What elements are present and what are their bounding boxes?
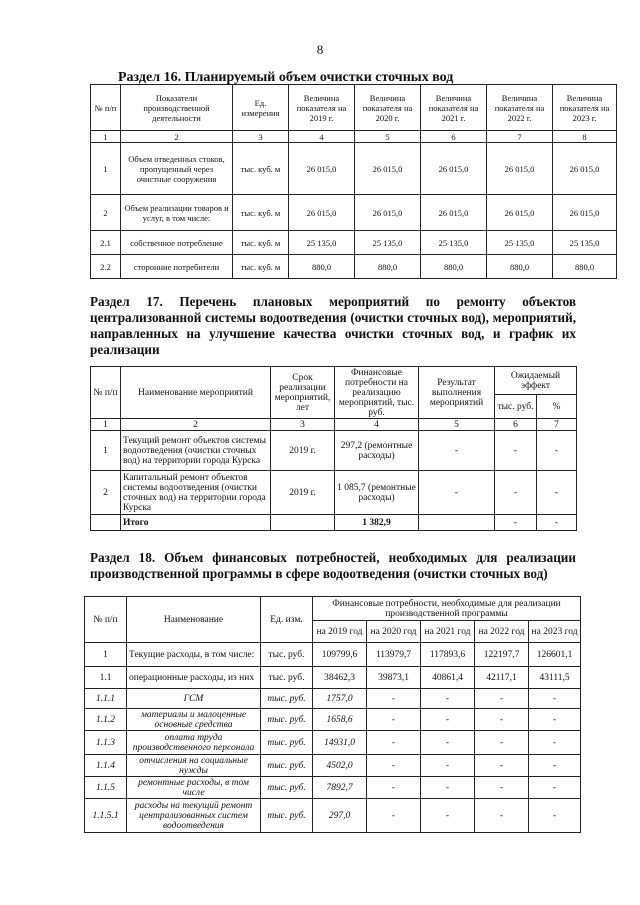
table-cell: тыс. руб. — [261, 731, 313, 755]
table-cell: 25 135,0 — [355, 231, 421, 255]
table-cell: тыс. руб. — [261, 709, 313, 731]
table-cell: 1.1.2 — [85, 709, 127, 731]
table-row — [85, 689, 581, 709]
table-cell: ГСМ — [127, 689, 261, 709]
table-cell: - — [537, 515, 577, 531]
col-number: 7 — [537, 419, 577, 431]
s16-header-cell: Величина показателя на 2019 г. — [289, 85, 355, 131]
s16-header-cell: Величина показателя на 2023 г. — [553, 85, 617, 131]
s18-header-cell: Ед. изм. — [261, 597, 313, 643]
table-cell: 4502,0 — [313, 755, 367, 777]
table-cell: 1658,6 — [313, 709, 367, 731]
col-number: 5 — [355, 131, 421, 143]
table-cell: 880,0 — [355, 255, 421, 279]
table-row — [91, 255, 617, 279]
table-cell: 1.1.1 — [85, 689, 127, 709]
table-row — [85, 777, 581, 799]
table-cell: Объем реализации товаров и услуг, в том числе: — [121, 195, 233, 231]
section17-header-row — [91, 367, 577, 395]
table-cell: тыс. руб. — [261, 755, 313, 777]
table-cell: 25 135,0 — [487, 231, 553, 255]
table-cell: 880,0 — [487, 255, 553, 279]
s17-header-cell: Срок реализации мероприятий, лет — [271, 367, 335, 419]
s18-header-cell: № п/п — [85, 597, 127, 643]
col-number: 2 — [121, 419, 271, 431]
table-cell: отчисления на социальные нужды — [127, 755, 261, 777]
table-cell: 14931,0 — [313, 731, 367, 755]
s17-header-cell: Наименование мероприятий — [121, 367, 271, 419]
table-cell: тыс. руб. — [261, 777, 313, 799]
table-row — [85, 731, 581, 755]
col-number: 8 — [553, 131, 617, 143]
table-cell: 880,0 — [289, 255, 355, 279]
table-cell: тыс. руб. — [261, 799, 313, 833]
table-cell: 26 015,0 — [421, 195, 487, 231]
table-cell — [419, 515, 495, 531]
table-cell: 2019 г. — [271, 471, 335, 515]
table-cell: - — [421, 709, 475, 731]
table-cell: - — [529, 777, 581, 799]
table-cell: - — [421, 731, 475, 755]
table-cell: - — [475, 689, 529, 709]
table-cell: 26 015,0 — [421, 143, 487, 195]
table-cell: 2019 г. — [271, 431, 335, 471]
table-row — [91, 231, 617, 255]
table-cell: 1 — [85, 643, 127, 667]
table-cell: 26 015,0 — [553, 195, 617, 231]
s16-header-cell: № п/п — [91, 85, 121, 131]
table-cell: 40861,4 — [421, 667, 475, 689]
table-cell: тыс. куб. м — [233, 255, 289, 279]
table-cell — [91, 515, 121, 531]
col-number: 3 — [271, 419, 335, 431]
table-cell: расходы на текущий ремонт централизованных систем водоотведения — [127, 799, 261, 833]
table-cell: 42117,1 — [475, 667, 529, 689]
total-value: 1 382,9 — [335, 515, 419, 531]
table-cell: - — [537, 471, 577, 515]
table-cell: - — [529, 731, 581, 755]
table-cell: тыс. руб. — [261, 667, 313, 689]
col-number: 4 — [335, 419, 419, 431]
col-number: 7 — [487, 131, 553, 143]
table-row — [85, 643, 581, 667]
table-row — [91, 431, 577, 471]
section16-title: Раздел 16. Планируемый объем очистки сточных вод — [118, 70, 454, 85]
table-cell: - — [367, 709, 421, 731]
table-cell: 1.1 — [85, 667, 127, 689]
section18-header-row — [85, 597, 581, 621]
s16-header-cell: Ед. измерения — [233, 85, 289, 131]
section16-colnum-row — [91, 131, 617, 143]
table-cell: операционные расходы, из них — [127, 667, 261, 689]
table-cell: Капитальный ремонт объектов системы водоотведения (очистки сточных вод) на территории города Курска — [121, 471, 271, 515]
year-header: на 2021 год — [421, 621, 475, 643]
table-cell: - — [421, 777, 475, 799]
table-cell: 39873,1 — [367, 667, 421, 689]
table-cell: - — [475, 731, 529, 755]
table-cell: 122197,7 — [475, 643, 529, 667]
col-number: 5 — [419, 419, 495, 431]
table-total-row — [91, 515, 577, 531]
table-cell: 26 015,0 — [355, 143, 421, 195]
table-cell: 25 135,0 — [421, 231, 487, 255]
table-cell: 113979,7 — [367, 643, 421, 667]
table-cell: 26 015,0 — [355, 195, 421, 231]
table-cell: оплата труда производственного персонала — [127, 731, 261, 755]
table-cell: Объем отведенных стоков, пропущенный через очистные сооружения — [121, 143, 233, 195]
s17-header-cell: тыс. руб. — [495, 395, 537, 419]
table-cell: - — [529, 709, 581, 731]
table-cell: Текущие расходы, в том числе: — [127, 643, 261, 667]
table-cell: тыс. куб. м — [233, 195, 289, 231]
table-cell: 880,0 — [421, 255, 487, 279]
table-cell: 297,0 — [313, 799, 367, 833]
table-cell: тыс. руб. — [261, 643, 313, 667]
table-cell: ремонтные расходы, в том числе — [127, 777, 261, 799]
table-cell: сторонние потребители — [121, 255, 233, 279]
s18-header-cell: Наименование — [127, 597, 261, 643]
table-cell: 25 135,0 — [289, 231, 355, 255]
table-cell: 26 015,0 — [553, 143, 617, 195]
section17-colnum-row — [91, 419, 577, 431]
s17-header-cell: Ожидаемый эффект — [495, 367, 577, 395]
table-cell: 1 — [91, 431, 121, 471]
total-label: Итого — [121, 515, 271, 531]
table-cell: 26 015,0 — [487, 143, 553, 195]
table-cell: 1.1.3 — [85, 731, 127, 755]
table-cell: - — [421, 689, 475, 709]
table-row — [91, 471, 577, 515]
s18-header-cell: Финансовые потребности, необходимые для реализации производственной программы — [313, 597, 581, 621]
section16-header-row — [91, 85, 617, 131]
table-cell: 297,2 (ремонтные расходы) — [335, 431, 419, 471]
table-row — [85, 709, 581, 731]
table-cell: - — [529, 799, 581, 833]
table-cell: 2 — [91, 195, 121, 231]
table-cell: 43111,5 — [529, 667, 581, 689]
table-cell: - — [475, 799, 529, 833]
table-cell: 1 085,7 (ремонтные расходы) — [335, 471, 419, 515]
table-cell: 2.1 — [91, 231, 121, 255]
table-cell: - — [537, 431, 577, 471]
table-cell: - — [367, 689, 421, 709]
table-cell: - — [475, 709, 529, 731]
table-cell: Текущий ремонт объектов системы водоотведения (очистки сточных вод) на территории города Курска — [121, 431, 271, 471]
table-cell: - — [495, 431, 537, 471]
col-number: 6 — [495, 419, 537, 431]
table-cell: 1.1.5 — [85, 777, 127, 799]
table-cell: 109799,6 — [313, 643, 367, 667]
s17-header-cell: Финансовые потребности на реализацию мероприятий, тыс. руб. — [335, 367, 419, 419]
table-cell: 38462,3 — [313, 667, 367, 689]
table-cell: 2 — [91, 471, 121, 515]
col-number: 1 — [91, 419, 121, 431]
s16-header-cell: Величина показателя на 2021 г. — [421, 85, 487, 131]
section17-title: Раздел 17. Перечень плановых мероприятий по ремонту объектов централизованной системы водоотведения (очистки сточных вод), мероприятий, направленных на улучшение качества очистки сточных вод, и график их реализации — [90, 294, 576, 357]
table-cell: 26 015,0 — [487, 195, 553, 231]
table-cell: - — [495, 515, 537, 531]
table-cell: - — [529, 755, 581, 777]
table-cell: - — [367, 755, 421, 777]
table-cell: - — [475, 755, 529, 777]
col-number: 4 — [289, 131, 355, 143]
table-row — [91, 195, 617, 231]
table-cell: - — [421, 799, 475, 833]
table-cell: 1 — [91, 143, 121, 195]
table-cell: 117893,6 — [421, 643, 475, 667]
table-cell: - — [529, 689, 581, 709]
s16-header-cell: Величина показателя на 2020 г. — [355, 85, 421, 131]
table-cell: материалы и малоценные основные средства — [127, 709, 261, 731]
table-cell: тыс. куб. м — [233, 231, 289, 255]
table-row — [85, 799, 581, 833]
year-header: на 2020 год — [367, 621, 421, 643]
table-cell: 126601,1 — [529, 643, 581, 667]
col-number: 3 — [233, 131, 289, 143]
table-cell: собственное потребление — [121, 231, 233, 255]
table-cell: - — [367, 731, 421, 755]
table-cell: - — [421, 755, 475, 777]
table-cell: 1757,0 — [313, 689, 367, 709]
table-row — [85, 755, 581, 777]
col-number: 2 — [121, 131, 233, 143]
table-cell: 2.2 — [91, 255, 121, 279]
table-cell: 1.1.4 — [85, 755, 127, 777]
table-cell: - — [419, 431, 495, 471]
table-cell: - — [495, 471, 537, 515]
table-row — [91, 143, 617, 195]
table-cell: 7892,7 — [313, 777, 367, 799]
s17-header-cell: % — [537, 395, 577, 419]
year-header: на 2019 год — [313, 621, 367, 643]
table-cell: 880,0 — [553, 255, 617, 279]
table-cell: - — [367, 799, 421, 833]
table-cell: - — [419, 471, 495, 515]
section16-table — [90, 84, 617, 279]
year-header: на 2023 год — [529, 621, 581, 643]
table-cell: 25 135,0 — [553, 231, 617, 255]
s16-header-cell: Показатели производственной деятельности — [121, 85, 233, 131]
table-cell: - — [475, 777, 529, 799]
table-cell: тыс. руб. — [261, 689, 313, 709]
year-header: на 2022 год — [475, 621, 529, 643]
table-cell — [271, 515, 335, 531]
table-cell: 26 015,0 — [289, 143, 355, 195]
s17-header-cell: № п/п — [91, 367, 121, 419]
table-cell: тыс. куб. м — [233, 143, 289, 195]
section18-title: Раздел 18. Объем финансовых потребностей, необходимых для реализации производственной программы в сфере водоотведения (очистки сточных вод) — [90, 550, 576, 581]
col-number: 6 — [421, 131, 487, 143]
table-row — [85, 667, 581, 689]
s17-header-cell: Результат выполнения мероприятий — [419, 367, 495, 419]
col-number: 1 — [91, 131, 121, 143]
table-cell: 26 015,0 — [289, 195, 355, 231]
section17-table — [90, 366, 577, 531]
table-cell: - — [367, 777, 421, 799]
section18-table — [84, 596, 581, 833]
table-cell: 1.1.5.1 — [85, 799, 127, 833]
s16-header-cell: Величина показателя на 2022 г. — [487, 85, 553, 131]
page-number: 8 — [316, 42, 324, 57]
